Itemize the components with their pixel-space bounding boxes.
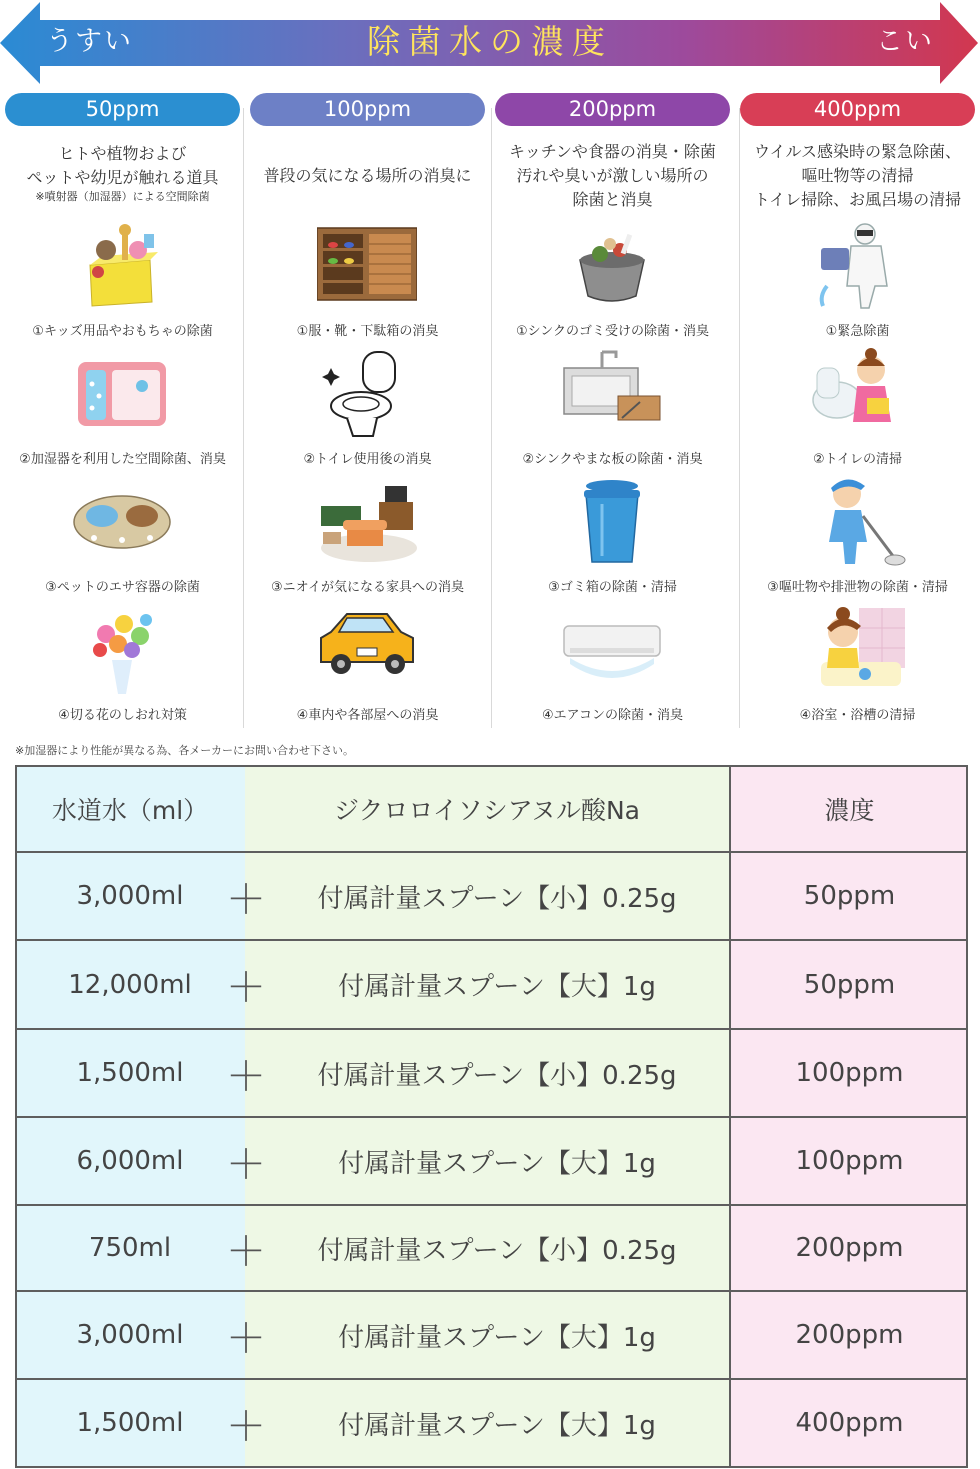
description-line: ペットや幼児が触れる道具 [26, 168, 219, 187]
usage-item [245, 348, 490, 476]
usage-item [0, 220, 245, 348]
item-caption: ④車内や各部屋への消臭 [296, 708, 439, 723]
usage-item [490, 220, 735, 348]
water-amount: 3,000ml [76, 881, 184, 911]
usage-item [735, 348, 980, 476]
description-note: ※噴射器（加湿器）による空間除菌 [35, 190, 210, 203]
thick-label: こい [876, 26, 934, 57]
concentration-value: 400ppm [795, 1408, 904, 1438]
usage-item [490, 348, 735, 476]
table-header-row [15, 767, 968, 853]
agent-amount: 付属計量スプーン【大】1g [338, 1322, 656, 1353]
water-amount: 3,000ml [76, 1320, 184, 1350]
plus-icon: ＋ [226, 1053, 266, 1100]
item-caption: ④エアコンの除菌・消臭 [541, 708, 683, 723]
table-row [15, 1030, 968, 1118]
bath-cleaning-icon [807, 604, 907, 696]
usage-item [735, 476, 980, 604]
sink-strainer-icon [562, 220, 662, 312]
ppm-pill: 400ppm [740, 93, 975, 126]
agent-amount: 付属計量スプーン【大】1g [338, 1148, 656, 1179]
column-description [735, 140, 980, 212]
concentration-arrow [0, 0, 980, 86]
plus-icon: ＋ [226, 965, 266, 1011]
thin-label: うすい [46, 26, 133, 57]
water-amount: 1,500ml [76, 1408, 184, 1438]
column-200ppm [490, 90, 735, 730]
header-concentration: 濃度 [824, 796, 875, 825]
table-row [15, 1380, 968, 1468]
ppm-pill: 100ppm [250, 93, 485, 126]
plus-icon: ＋ [226, 1315, 266, 1362]
concentration-value: 200ppm [795, 1233, 904, 1263]
usage-columns [0, 90, 980, 730]
description-line: ウイルス感染時の緊急除菌、 [753, 142, 962, 161]
table-row [15, 1292, 968, 1380]
item-caption: ②トイレの清掃 [812, 452, 902, 467]
item-caption: ①キッズ用品やおもちゃの除菌 [32, 324, 213, 339]
dilution-table [15, 765, 968, 1466]
usage-item [0, 604, 245, 732]
usage-item [735, 220, 980, 348]
toy-box-icon [72, 220, 172, 312]
usage-item [735, 604, 980, 732]
plus-icon: ＋ [226, 876, 266, 923]
plus-icon: ＋ [226, 1403, 266, 1450]
agent-amount: 付属計量スプーン【小】0.25g [317, 1060, 677, 1091]
flower-bouquet-icon [72, 604, 172, 696]
column-50ppm [0, 90, 245, 730]
agent-amount: 付属計量スプーン【小】0.25g [317, 883, 677, 914]
pet-bowl-icon [72, 476, 172, 568]
toilet-cleaning-icon [807, 348, 907, 440]
usage-item [245, 476, 490, 604]
plus-icon: ＋ [226, 1228, 266, 1275]
item-caption: ④切る花のしおれ対策 [58, 708, 187, 723]
agent-amount: 付属計量スプーン【大】1g [338, 972, 656, 1002]
item-caption: ①緊急除菌 [825, 324, 890, 339]
humidifier-icon [72, 348, 172, 440]
concentration-value: 50ppm [803, 969, 896, 1000]
usage-item [490, 476, 735, 604]
description-line: トイレ掃除、お風呂場の清掃 [753, 190, 962, 209]
sink-cutting-board-icon [562, 348, 662, 440]
mopping-worker-icon [807, 476, 907, 568]
concentration-value: 100ppm [795, 1146, 904, 1176]
item-caption: ③嘔吐物や排泄物の除菌・清掃 [767, 580, 948, 595]
item-caption: ①シンクのゴミ受けの除菌・消臭 [515, 324, 710, 339]
usage-item [0, 476, 245, 604]
item-caption: ③ゴミ箱の除菌・清掃 [548, 580, 677, 595]
plus-icon: ＋ [226, 1141, 266, 1188]
item-caption: ③ニオイが気になる家具への消臭 [270, 580, 464, 595]
description-line: 普段の気になる場所の消臭に [263, 166, 472, 185]
description-line: キッチンや食器の消臭・除菌 [509, 142, 716, 161]
water-amount: 12,000ml [68, 969, 192, 1000]
concentration-value: 200ppm [795, 1320, 904, 1350]
item-caption: ①服・靴・下駄箱の消臭 [296, 324, 439, 339]
hazmat-worker-icon [807, 220, 907, 312]
table-row [15, 1118, 968, 1206]
car-icon [317, 604, 417, 696]
usage-item [245, 220, 490, 348]
column-description [490, 140, 735, 212]
ppm-pill: 50ppm [5, 93, 240, 126]
table-row [15, 853, 968, 941]
table-row [15, 1206, 968, 1292]
item-caption: ②シンクやまな板の除菌・消臭 [522, 452, 703, 467]
furniture-icon [317, 476, 417, 568]
concentration-value: 100ppm [795, 1058, 904, 1088]
trash-can-icon [562, 476, 662, 568]
description-line: 除菌と消臭 [572, 190, 653, 209]
air-conditioner-icon [562, 604, 662, 696]
shoe-cabinet-icon [317, 220, 417, 312]
usage-item [490, 604, 735, 732]
column-description [245, 140, 490, 212]
water-amount: 1,500ml [76, 1058, 184, 1088]
water-amount: 6,000ml [76, 1146, 184, 1176]
agent-amount: 付属計量スプーン【大】1g [338, 1410, 656, 1441]
item-caption: ②トイレ使用後の消臭 [303, 452, 432, 467]
toilet-icon [317, 348, 417, 440]
item-caption: ③ペットのエサ容器の除菌 [45, 580, 200, 595]
item-caption: ②加湿器を利用した空間除菌、消臭 [19, 452, 226, 467]
description-line: 汚れや臭いが激しい場所の [516, 166, 709, 185]
agent-amount: 付属計量スプーン【小】0.25g [317, 1235, 677, 1266]
column-100ppm [245, 90, 490, 730]
header-water: 水道水（ml） [51, 796, 209, 825]
header-agent: ジクロロイソシアヌル酸Na [333, 796, 641, 825]
description-line: 嘔吐物等の清掃 [801, 166, 914, 185]
water-amount: 750ml [88, 1233, 172, 1263]
description-line: ヒトや植物および [58, 144, 187, 163]
humidifier-footnote: ※加湿器により性能が異なる為、各メーカーにお問い合わせ下さい。 [15, 744, 354, 757]
item-caption: ④浴室・浴槽の清掃 [799, 708, 916, 723]
usage-item [0, 348, 245, 476]
ppm-pill: 200ppm [495, 93, 730, 126]
table-row [15, 941, 968, 1030]
column-400ppm [735, 90, 980, 730]
usage-item [245, 604, 490, 732]
concentration-value: 50ppm [803, 881, 896, 911]
column-description [0, 142, 245, 210]
page-title: 除菌水の濃度 [367, 22, 613, 61]
